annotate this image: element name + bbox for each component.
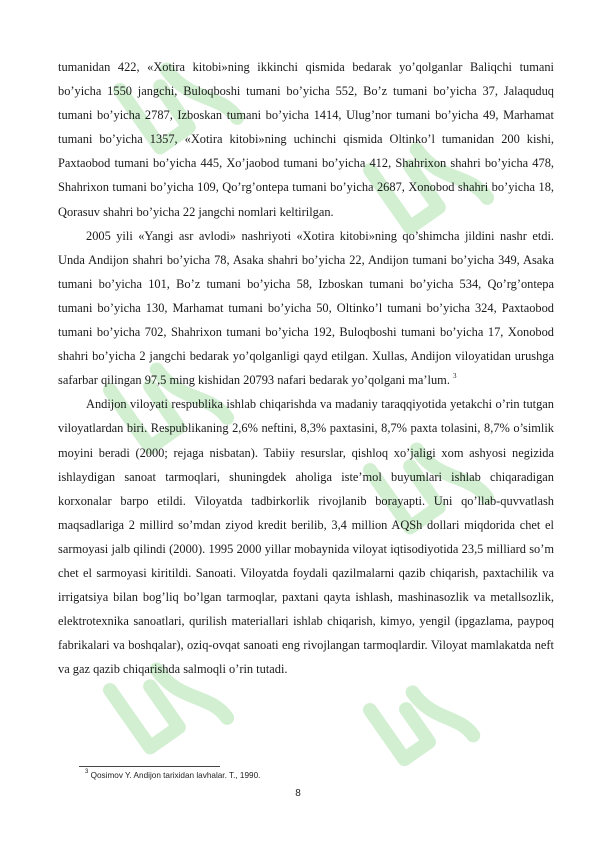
paragraph [58, 224, 554, 393]
body-text [58, 55, 554, 681]
footnote [85, 771, 260, 780]
watermark-mark [370, 670, 473, 776]
page-number: 8 [295, 788, 301, 799]
footnote-reference[interactable]: 3 [453, 372, 457, 381]
paragraph-text: 2005 yili «Yangi asr avlodi» nashriyoti «Xotira kitobi»ning qo’shimcha jildini nashr etdi. Unda Andijon shahri bo’yicha 78, Asaka shahri bo’yicha 22, Andijon tumani bo’yicha 349, Asaka tumani bo’yicha 101, Bo’z tumani bo’yicha 58, Izboskan tumani bo’yicha 534, Qo’rg’ontepa tumani bo’yicha 130, Marhamat tumani bo’yicha 50, Oltinko’l tumani bo’yicha 324, Paxtaobod tumani bo’yicha 702, Shahrixon tumani bo’yicha 192, Buloqboshi tumani bo’yicha 17, Xonobod shahri bo’yicha 2 jangchi bedarak yo’qolganligi qayd etilgan. Xullas, Andijon viloyatidan urushga safarbar qilingan 97,5 ming kishidan 20793 nafari bedarak yo’qolgani ma’lum. [58, 228, 554, 388]
footnote-separator [79, 766, 220, 767]
footnote-marker: 3 [85, 769, 89, 776]
paragraph: tumanidan 422, «Xotira kitobi»ning ikkinchi qismida bedarak yo’qolganlar Baliqchi tumani bo’yicha 1550 jangchi, Buloqboshi tumani bo’yicha 552, Bo’z tumani bo’yicha 37, Jalaquduq tumani bo’yicha 2787, Izboskan tumani bo’yicha 1414, Ulug’nor tumani bo’yicha 49, Marhamat tumani bo’yicha 1357, «Xotira kitobi»ning uchinchi qismida Oltinko’l tumanidan 200 kishi, Paxtaobod tumani bo’yicha 445, Xo’jaobod tumani bo’yicha 412, Shahrixon shahri bo’yicha 478, Shahrixon tumani bo’yicha 109, Qo’rg’ontepa tumani bo’yicha 2687, Xonobod shahri bo’yicha 18, Qorasuv shahri bo’yicha 22 jangchi nomlari keltirilgan. [58, 60, 554, 219]
paragraph: Andijon viloyati respublika ishlab chiqarishda va madaniy taraqqiyotida yetakchi o’rin tutgan viloyatlardan biri. Respublikaning 2,6% neftini, 8,3% paxtasini, 8,7% paxta tolasini, 8,7% o’simlik moyini beradi (2000; rejaga nisbatan). Tabiiy resurslar, qishloq xo’jaligi xom ashyosi negizida ishlaydigan sanoat tarmoqlari, shuningdek aholiga iste’mol buyumlari ishlab chiqaradigan korxonalar barpo etildi. Viloyatda tadbirkorlik rivojlanib borayapti. Uni qo’llab-quvvatlash maqsadlariga 2 millird so’mdan ziyod kredit berilib, 3,4 million AQSh dollari miqdorida chet el sarmoyasi jalb qilindi (2000). 1995 2000 yillar mobaynida viloyat iqtisodiyotida 23,5 milliard so’m chet el sarmoyasi kiritildi. Sanoati. Viloyatda foydali qazilmalarni qazib chiqarish, paxtachilik va irrigatsiya bilan bog’liq bo’lgan tarmoqlar, paxtani qayta ishlash, mashinasozlik va metallsozlik, elektrotexnika sanoatlari, qurilish materiallari ishlab chiqarish, kimyo, yengil (ipgazlama, paypoq fabrikalari va boshqalar), oziq-ovqat sanoati eng rivojlangan tarmoqlardir. Viloyat mamlakatda neft va gaz qazib chiqarishda salmoqli o’rin tutadi. [58, 397, 554, 677]
footnote-text: Qosimov Y. Andijon tarixidan lavhalar. T., 1990. [90, 771, 261, 780]
